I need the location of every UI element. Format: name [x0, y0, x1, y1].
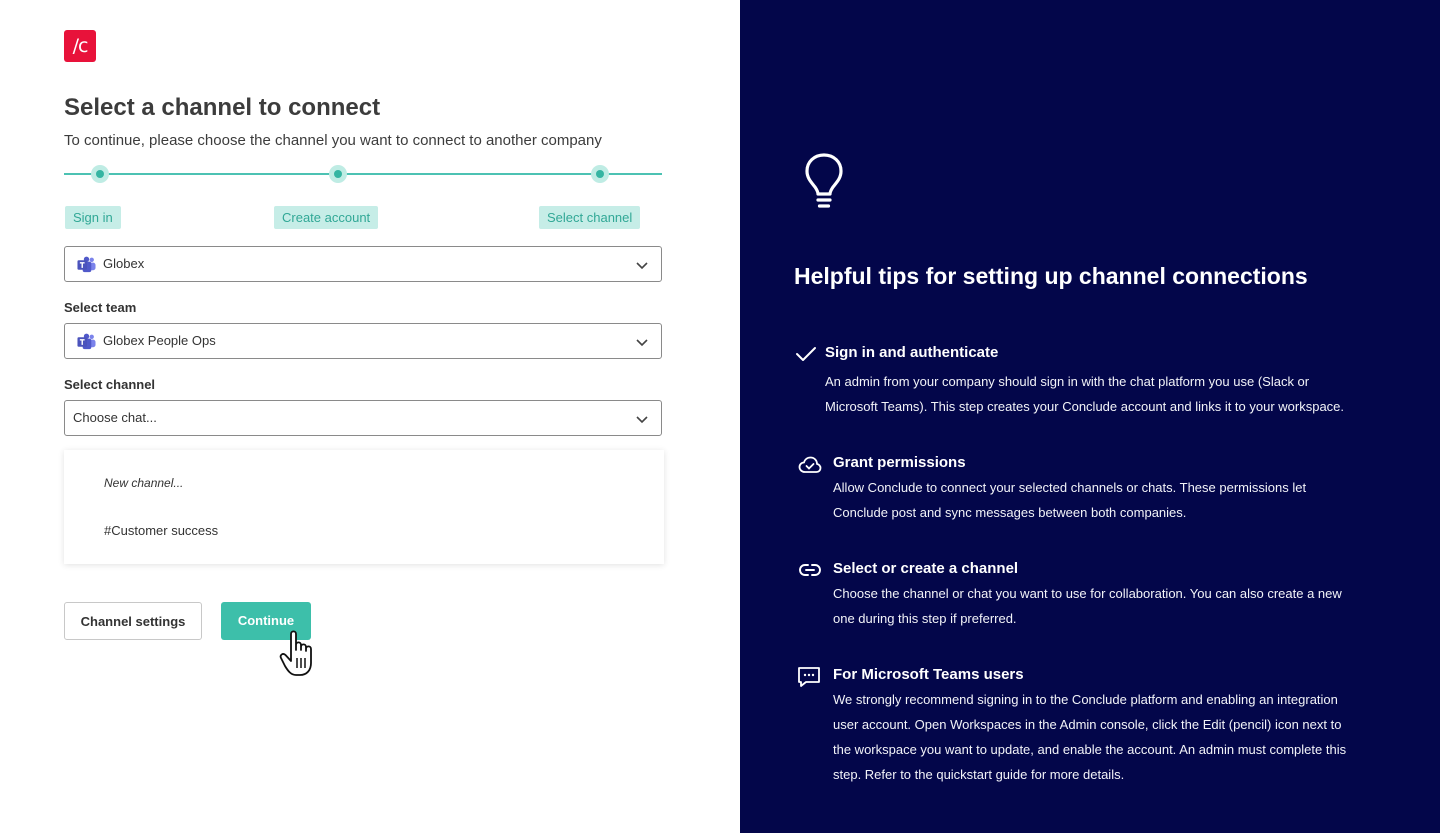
channel-settings-button[interactable]: Channel settings [64, 602, 202, 640]
check-icon [794, 342, 818, 366]
channel-select-value: Choose chat... [73, 410, 157, 425]
hand-pointer-icon [278, 626, 328, 678]
tip-line: the workspace you want to update, and enable the account. An admin must complete this [833, 742, 1347, 757]
tip-body-sign-in [825, 369, 1344, 419]
tips-title: Helpful tips for setting up channel connections [794, 263, 1308, 289]
channel-select[interactable] [64, 400, 662, 436]
tip-title-select-channel: Select or create a channel [833, 560, 1019, 577]
page-title: Select a channel to connect [64, 94, 381, 121]
message-dots-icon [797, 665, 821, 689]
tip-line: step. Refer to the quickstart guide for more details. [833, 767, 1125, 782]
tip-body-permissions [833, 475, 1306, 525]
channel-label: Select channel [64, 377, 156, 392]
workspace-select-value: Globex [103, 256, 145, 271]
lightbulb-icon [804, 152, 844, 210]
tip-line: Microsoft Teams). This step creates your Conclude account and links it to your workspace. [825, 399, 1345, 414]
workspace-select[interactable] [64, 246, 662, 282]
tip-title-sign-in: Sign in and authenticate [825, 344, 999, 361]
step-sign-in[interactable]: Sign in [65, 206, 121, 229]
tip-line: Allow Conclude to connect your selected channels or chats. These permissions let [833, 480, 1307, 495]
step-select-channel[interactable]: Select channel [539, 206, 640, 229]
tip-line: Choose the channel or chat you want to use for collaboration. You can also create a new [833, 586, 1342, 601]
tip-body-select-channel [833, 581, 1342, 631]
step-create-account[interactable]: Create account [274, 206, 378, 229]
chevron-down-icon [635, 412, 649, 426]
menu-item-customer-success[interactable]: #Customer success [104, 523, 219, 538]
continue-button[interactable]: Continue [221, 602, 311, 640]
tip-body-teams-users [833, 687, 1346, 787]
tip-line: An admin from your company should sign in with the chat platform you use (Slack or [825, 374, 1310, 389]
team-select-value: Globex People Ops [103, 333, 216, 348]
step-dot-sign-in [91, 165, 109, 183]
stepper-line [64, 173, 662, 175]
menu-item-new-channel[interactable]: New channel... [104, 476, 184, 490]
team-select[interactable] [64, 323, 662, 359]
teams-icon [77, 256, 96, 274]
progress-stepper [64, 164, 662, 234]
cloud-check-icon [798, 453, 822, 477]
tip-line: We strongly recommend signing in to the Conclude platform and enabling an integration [833, 692, 1338, 707]
tip-line: one during this step if preferred. [833, 611, 1017, 626]
step-dot-create-account [329, 165, 347, 183]
teams-icon [77, 333, 96, 351]
team-label: Select team [64, 300, 137, 315]
page-subtitle: To continue, please choose the channel you want to connect to another company [64, 132, 602, 149]
tip-title-permissions: Grant permissions [833, 454, 966, 471]
tip-line: user account. Open Workspaces in the Admin console, click the Edit (pencil) icon next to [833, 717, 1342, 732]
link-icon [798, 558, 822, 582]
step-dot-select-channel [591, 165, 609, 183]
chevron-down-icon [635, 258, 649, 272]
tip-line: Conclude post and sync messages between both companies. [833, 505, 1187, 520]
channel-dropdown-menu [64, 450, 664, 564]
conclude-logo: /c [64, 30, 96, 62]
tip-title-teams-users: For Microsoft Teams users [833, 666, 1024, 683]
chevron-down-icon [635, 335, 649, 349]
